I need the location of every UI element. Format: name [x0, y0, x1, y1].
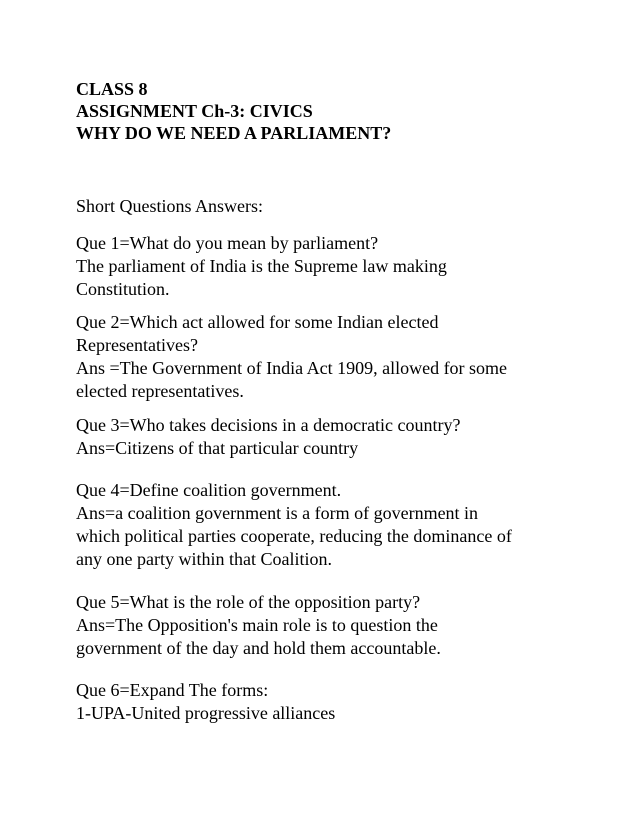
assignment-title: ASSIGNMENT Ch-3: CIVICS	[76, 101, 313, 121]
question-block-6	[76, 679, 616, 725]
answer-6-line-1: 1-UPA-United progressive alliances	[76, 703, 336, 723]
answer-4-line-1: Ans=a coalition government is a form of government in	[76, 503, 479, 523]
chapter-title: WHY DO WE NEED A PARLIAMENT?	[76, 123, 392, 143]
answer-1-line-1: The parliament of India is the Supreme law making	[76, 256, 447, 276]
question-2-line-2: Representatives?	[76, 335, 198, 355]
answer-4-line-2: which political parties cooperate, reducing the dominance of	[76, 526, 512, 546]
question-block-1	[76, 232, 616, 301]
question-block-3	[76, 414, 616, 460]
answer-5-line-1: Ans=The Opposition's main role is to question the	[76, 615, 438, 635]
answer-2-line-2: elected representatives.	[76, 381, 244, 401]
question-2-line-1: Que 2=Which act allowed for some Indian elected	[76, 312, 439, 332]
answer-2-line-1: Ans =The Government of India Act 1909, allowed for some	[76, 358, 508, 378]
question-5-text: Que 5=What is the role of the opposition party?	[76, 592, 421, 612]
question-6-text: Que 6=Expand The forms:	[76, 680, 269, 700]
question-block-5	[76, 591, 616, 660]
section-heading: Short Questions Answers:	[76, 196, 264, 216]
answer-1-line-2: Constitution.	[76, 279, 170, 299]
class-title: CLASS 8	[76, 79, 148, 99]
question-block-2	[76, 311, 616, 403]
answer-5-line-2: government of the day and hold them accountable.	[76, 638, 441, 658]
answer-3-text: Ans=Citizens of that particular country	[76, 438, 359, 458]
question-block-4	[76, 479, 616, 571]
document-page	[76, 78, 616, 725]
document-header	[76, 78, 616, 144]
question-3-text: Que 3=Who takes decisions in a democratic country?	[76, 415, 461, 435]
question-1-text: Que 1=What do you mean by parliament?	[76, 233, 379, 253]
answer-4-line-3: any one party within that Coalition.	[76, 549, 332, 569]
question-4-text: Que 4=Define coalition government.	[76, 480, 342, 500]
